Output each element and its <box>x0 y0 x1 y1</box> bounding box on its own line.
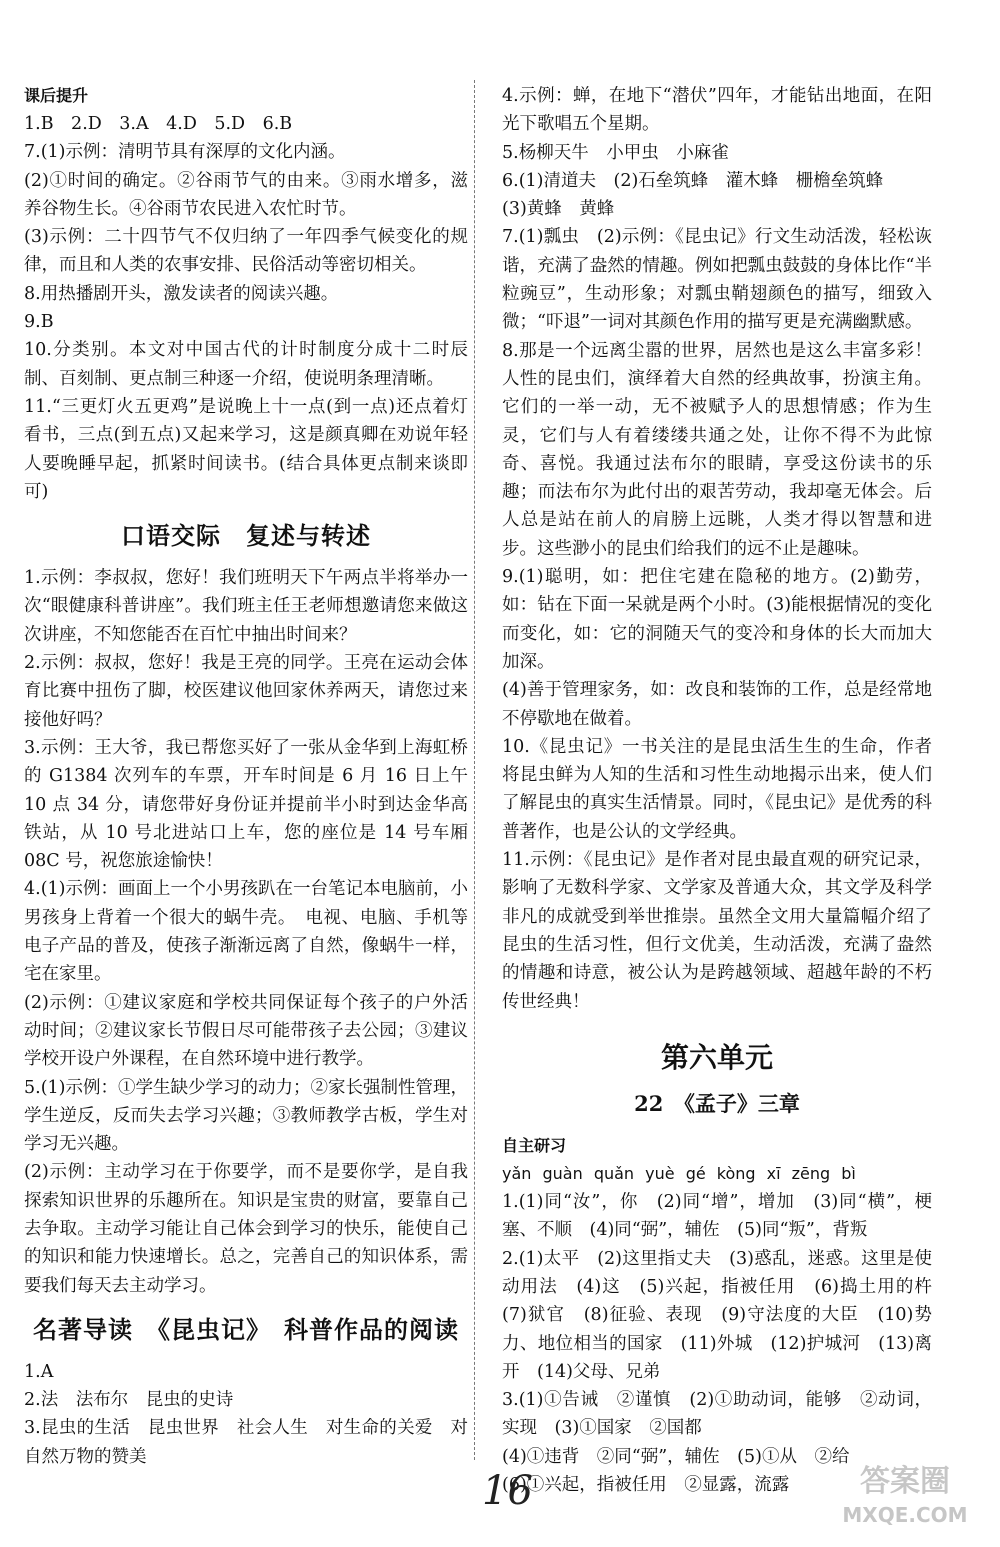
answer-item: 4.(1)示例：画面上一个小男孩趴在一台笔记本电脑前，小男孩身上背着一个很大的蜗牛壳。 电视、电脑、手机等电子产品的普及，使孩子渐渐远离了自然，像蜗牛一样，宅在家里。 <box>24 879 468 985</box>
answer-item: 7.(1)示例：清明节具有深厚的文化内涵。 <box>24 142 346 163</box>
answer-item: 3.示例：王大爷，我已帮您买好了一张从金华到上海虹桥的 G1384 次列车的车票，开车时间是 6 月 16 日上午 10 点 34 分，请您带好身份证并提前半小时到达金华高铁站，从 10 号北进站口上车，您的座位是 14 号车厢 08C 号，祝您旅途愉快！ <box>24 737 468 872</box>
answer-item: (6)①兴起，指被任用 ②显露，流露 <box>502 1475 790 1496</box>
answer-item: 2.法 法布尔 昆虫的史诗 <box>24 1390 234 1411</box>
pinyin-line: yǎn guàn quǎn yuè gé kòng xī zēng bì <box>502 1163 856 1183</box>
answer-item: (3)示例：二十四节气不仅归纳了一年四季气候变化的规律，而且和人类的农事安排、民俗活动等密切相关。 <box>24 227 468 276</box>
answer-list-insects <box>502 82 932 1016</box>
section-heading-after-class: 课后提升 <box>24 86 89 105</box>
answer-item: 10.分类别。本文对中国古代的计时制度分成十二时辰制、百刻制、更点制三种逐一介绍，使说明条理清晰。 <box>24 340 468 389</box>
answer-item: 7.(1)瓢虫 (2)示例：《昆虫记》行文生动活泼，轻松诙谐，充满了盎然的情趣。例如把瓢虫鼓鼓的身体比作“半粒豌豆”，生动形象；对瓢虫鞘翅颜色的描写，细致入微；“吓退”一词对其颜色作用的描写更是充满幽默感。 <box>502 227 932 333</box>
answer-list-oral <box>24 564 468 1300</box>
answer-item: 8.那是一个远离尘嚣的世界，居然也是这么丰富多彩！人性的昆虫们，演绎着大自然的经典故事，扮演主角。它们的一举一动，无不被赋予人的思想情感；作为生灵，它们与人有着缕缕共通之处，让你不得不为此惊奇、喜悦。我通过法布尔的眼睛，享受这份读书的乐趣；而法布尔为此付出的艰苦劳动，我却毫无体会。后人总是站在前人的肩膀上远眺，人类才得以智慧和进步。这些渺小的昆虫们给我们的远不止是趣味。 <box>502 340 932 559</box>
answer-item: 11.示例：《昆虫记》是作者对昆虫最直观的研究记录，影响了无数科学家、文学家及普通大众，其文学及科学非凡的成就受到举世推崇。虽然全文用大量篇幅介绍了昆虫的生活习性，但行文优美，生动活泼，充满了盎然的情趣和诗意，被公认为是跨越领域、超越年龄的不朽传世经典！ <box>502 850 932 1012</box>
watermark-main-text: 答案圈 <box>860 1464 950 1499</box>
unit-title: 第六单元 <box>660 1040 773 1074</box>
answer-item: 1.B 2.D 3.A 4.D 5.D 6.B <box>24 114 293 134</box>
chapter-title: 22 《孟子》三章 <box>634 1090 800 1116</box>
answer-item: (3)黄蜂 黄蜂 <box>502 199 615 220</box>
section-title-oral: 口语交际 复述与转述 <box>121 521 371 551</box>
answer-item: 2.(1)太平 (2)这里指丈夫 (3)惑乱，迷惑。这里是使动用法 (4)这 (5)兴起，指被任用 (6)捣土用的杵 (7)狱官 (8)征验、表现 (9)守法度的大臣 (10)势力、地位相当的国家 (11)外城 (12)护城河 (13)离开 (14)父母、兄弟 <box>502 1248 950 1382</box>
section-heading-self-study: 自主研习 <box>502 1135 567 1155</box>
answer-item: 5.杨柳天牛 小甲虫 小麻雀 <box>502 142 729 163</box>
column-divider <box>474 80 475 1460</box>
answer-item: 8.用热播剧开头，激发读者的阅读兴趣。 <box>24 283 339 304</box>
answer-item: 6.(1)清道夫 (2)石垒筑蜂 灌木蜂 栅檐垒筑蜂 <box>502 170 884 191</box>
answer-item: (4)①违背 ②同“弼”，辅佐 (5)①从 ②给 <box>502 1446 850 1467</box>
answer-item: (2)示例：主动学习在于你要学，而不是要你学，是自我探索知识世界的乐趣所在。知识是宝贵的财富，要靠自己去争取。主动学习能让自己体会到学习的快乐，能使自己的知识和能力快速增长。总之，完善自己的知识体系，需要我们每天去主动学习。 <box>24 1162 468 1296</box>
answer-list-after-class <box>24 110 468 506</box>
answer-item: 2.示例：叔叔，您好！我是王亮的同学。王亮在运动会体育比赛中扭伤了脚，校医建议他回家休养两天，请您过来接他好吗？ <box>24 653 468 730</box>
answer-item: 1.A <box>24 1361 54 1382</box>
answer-item: 10.《昆虫记》一书关注的是昆虫活生生的生命，作者将昆虫鲜为人知的生活和习性生动地揭示出来，使人们了解昆虫的真实生活情景。同时，《昆虫记》是优秀的科普著作，也是公认的文学经典。 <box>502 736 932 842</box>
answer-item: 3.(1)①告诫 ②谨慎 (2)①助动词，能够 ②动词，实现 (3)①国家 ②国都 <box>502 1390 932 1439</box>
answer-list-classic-reading <box>24 1358 468 1471</box>
answer-list-mencius <box>502 1188 950 1499</box>
answer-item: 3.昆虫的生活 昆虫世界 社会人生 对生命的关爱 对自然万物的赞美 <box>24 1418 468 1467</box>
watermark-logo <box>820 1462 990 1538</box>
answer-item: 1.(1)同“汝”，你 (2)同“增”，增加 (3)同“横”，梗塞、不顺 (4)同“弼”，辅佐 (5)同“叛”，背叛 <box>502 1192 932 1241</box>
answer-item: (2)①时间的确定。②谷雨节气的由来。③雨水增多，滋养谷物生长。④谷雨节农民进入农忙时节。 <box>24 170 468 219</box>
section-title-classic-reading: 名著导读 《昆虫记》 科普作品的阅读 <box>33 1314 459 1344</box>
answer-item: 1.示例：李叔叔，您好！我们班明天下午两点半将举办一次“眼健康科普讲座”。我们班主任王老师想邀请您来做这次讲座，不知您能否在百忙中抽出时间来？ <box>24 568 468 645</box>
answer-item: 11.“三更灯火五更鸡”是说晚上十一点(到一点)还点着灯看书，三点(到五点)又起来学习，这是颜真卿在劝说年轻人要晚睡早起，抓紧时间读书。(结合具体更点制来谈即可) <box>24 396 468 502</box>
answer-item: (4)善于管理家务，如：改良和装饰的工作，总是经常地不停歇地在做着。 <box>502 680 932 729</box>
answer-item: 5.(1)示例：①学生缺少学习的动力；②家长强制性管理，学生逆反，反而失去学习兴趣；③教师教学古板，学生对学习无兴趣。 <box>24 1077 468 1155</box>
left-column <box>24 82 468 1471</box>
page-number: 16 <box>482 1468 533 1514</box>
answer-item: 9.(1)聪明，如：把住宅建在隐秘的地方。(2)勤劳，如：钻在下面一呆就是两个小时。(3)能根据情况的变化而变化，如：它的洞随天气的变冷和身体的长大而加大加深。 <box>502 567 932 672</box>
watermark-sub-text: MXQE.COM <box>842 1503 968 1527</box>
answer-item: 9.B <box>24 312 54 333</box>
answer-item: 4.示例：蝉，在地下“潜伏”四年，才能钻出地面，在阳光下歌唱五个星期。 <box>502 86 932 135</box>
right-column <box>502 82 950 1499</box>
answer-item: (2)示例：①建议家庭和学校共同保证每个孩子的户外活动时间；②建议家长节假日尽可能带孩子去公园；③建议学校开设户外课程，在自然环境中进行教学。 <box>24 992 468 1070</box>
